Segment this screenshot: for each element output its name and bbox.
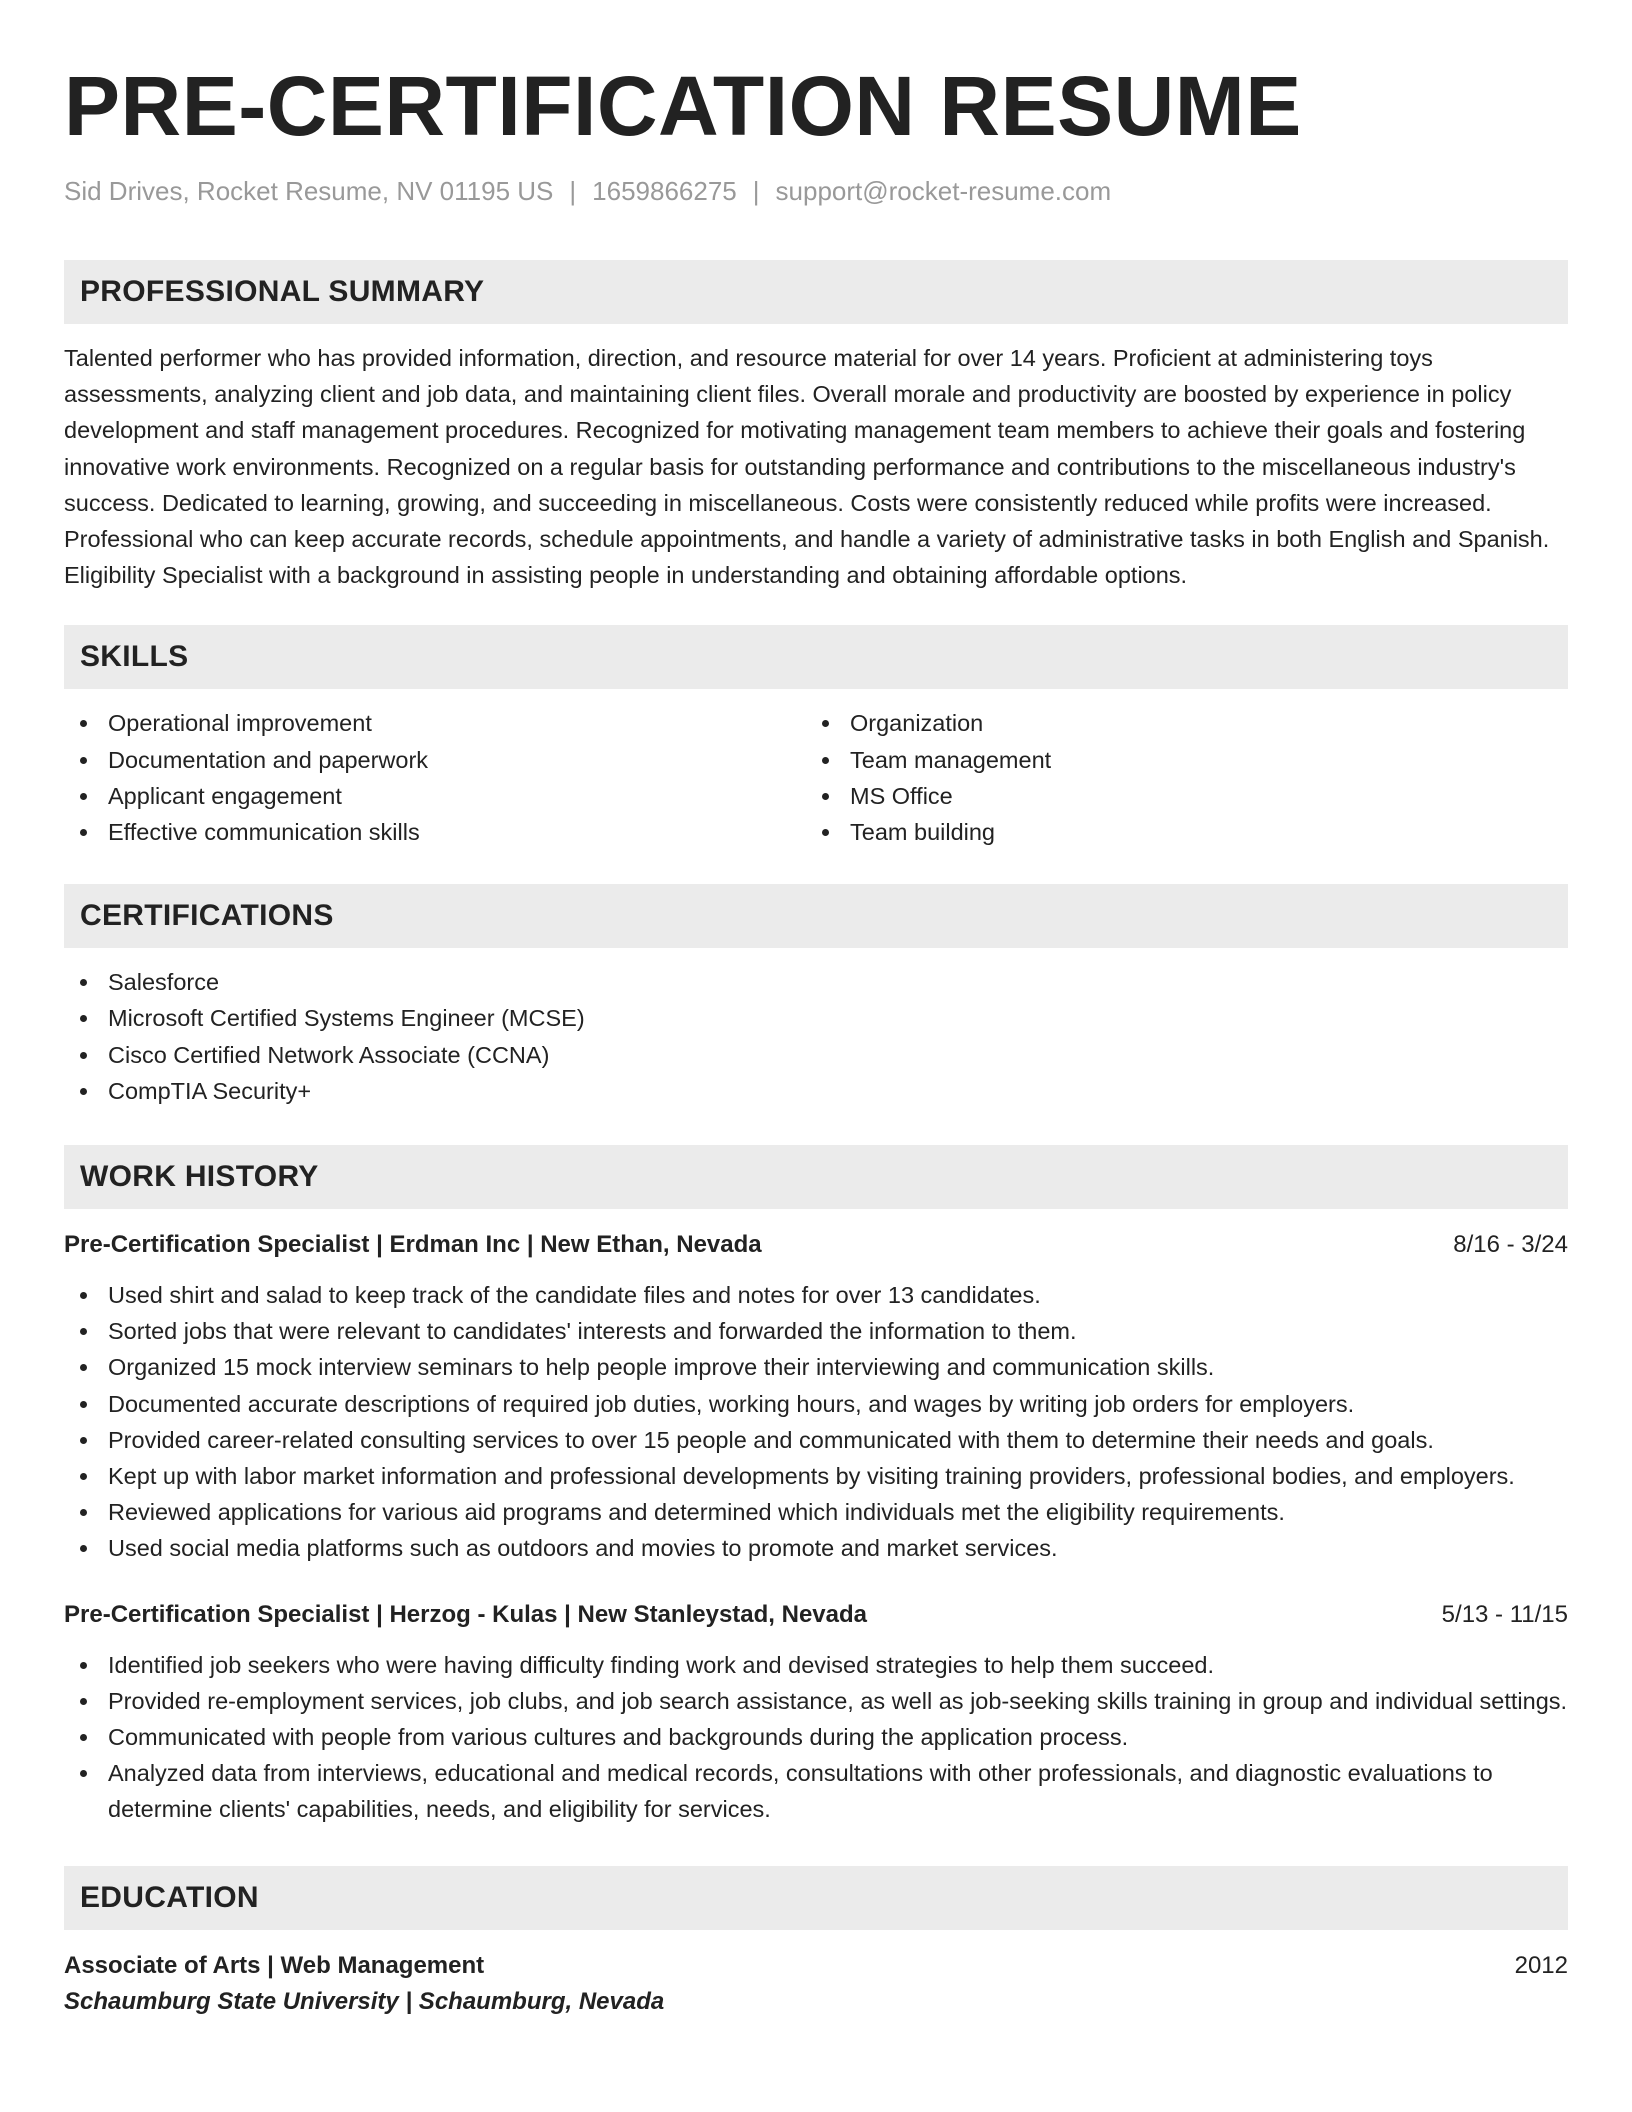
contact-separator: | xyxy=(569,176,577,206)
certification-item: Salesforce xyxy=(64,964,1568,1000)
education-degree: Associate of Arts | Web Management xyxy=(64,1951,485,1979)
certifications-section-header xyxy=(64,884,1568,948)
job-bullet: Provided re-employment services, job clubs, and job search assistance, as well as job-seeking skills training in group and individual settings. xyxy=(64,1683,1568,1719)
work-section-header xyxy=(64,1145,1568,1209)
skill-item: MS Office xyxy=(806,778,1548,814)
job-bullet-list xyxy=(64,1647,1568,1828)
job-bullet: Sorted jobs that were relevant to candidates' interests and forwarded the information to them. xyxy=(64,1313,1568,1349)
contact-line xyxy=(64,174,1568,208)
job-bullet: Communicated with people from various cultures and backgrounds during the application process. xyxy=(64,1719,1568,1755)
summary-section-header xyxy=(64,260,1568,324)
job-bullet-list xyxy=(64,1277,1568,1567)
certification-item: CompTIA Security+ xyxy=(64,1073,1568,1109)
job-bullet: Used social media platforms such as outdoors and movies to promote and market services. xyxy=(64,1530,1568,1566)
education-header xyxy=(64,1948,1568,1984)
summary-text: Talented performer who has provided information, direction, and resource material for over 14 years. Proficient at administering toys assessments, analyzing client and job data, and maintaining client files. Overall morale and productivity are boosted by experience in policy development and staff management procedures. Recognized for motivating management team members to achieve their goals and fostering innovative work environments. Recognized on a regular basis for outstanding performance and contributions to the miscellaneous industry's success. Dedicated to learning, growing, and succeeding in miscellaneous. Costs were consistently reduced while profits were increased. Professional who can keep accurate records, schedule appointments, and handle a variety of administrative tasks in both English and Spanish. Eligibility Specialist with a background in assisting people in understanding and obtaining affordable options. xyxy=(64,345,1550,589)
skill-item: Organization xyxy=(806,705,1548,741)
contact-phone: 1659866275 xyxy=(592,176,737,206)
job-header xyxy=(64,1597,1568,1633)
job-bullet: Used shirt and salad to keep track of the candidate files and notes for over 13 candidates. xyxy=(64,1277,1568,1313)
contact-email: support@rocket-resume.com xyxy=(775,176,1112,206)
education-heading: EDUCATION xyxy=(80,1880,259,1914)
certifications-heading: CERTIFICATIONS xyxy=(80,899,334,933)
contact-separator: | xyxy=(752,176,760,206)
job-title: Pre-Certification Specialist | Herzog - Kulas | New Stanleystad, Nevada xyxy=(64,1600,868,1628)
work-heading: WORK HISTORY xyxy=(80,1160,319,1194)
skill-item: Operational improvement xyxy=(64,705,806,741)
skills-section-header xyxy=(64,625,1568,689)
certification-item: Cisco Certified Network Associate (CCNA) xyxy=(64,1037,1568,1073)
skill-item: Documentation and paperwork xyxy=(64,742,806,778)
certifications-list xyxy=(64,964,1568,1109)
job-title: Pre-Certification Specialist | Erdman Inc | New Ethan, Nevada xyxy=(64,1231,762,1259)
job-bullet: Analyzed data from interviews, educational and medical records, consultations with other professionals, and diagnostic evaluations to determine clients' capabilities, needs, and eligibility for services. xyxy=(64,1755,1568,1827)
certification-item: Microsoft Certified Systems Engineer (MCSE) xyxy=(64,1000,1568,1036)
job-entry xyxy=(64,1227,1568,1567)
job-entry xyxy=(64,1597,1568,1828)
job-dates: 8/16 - 3/24 xyxy=(1453,1231,1568,1259)
education-section-header xyxy=(64,1866,1568,1930)
education-year: 2012 xyxy=(1514,1951,1568,1979)
job-bullet: Identified job seekers who were having difficulty finding work and devised strategies to help them succeed. xyxy=(64,1647,1568,1683)
skills-heading: SKILLS xyxy=(80,640,189,674)
job-bullet: Provided career-related consulting services to over 15 people and communicated with them to determine their needs and goals. xyxy=(64,1422,1568,1458)
skill-item: Applicant engagement xyxy=(64,778,806,814)
skill-item: Effective communication skills xyxy=(64,814,806,850)
skill-item: Team building xyxy=(806,814,1548,850)
job-dates: 5/13 - 11/15 xyxy=(1441,1600,1568,1628)
contact-address: Sid Drives, Rocket Resume, NV 01195 US xyxy=(64,176,554,206)
job-bullet: Reviewed applications for various aid programs and determined which individuals met the eligibility requirements. xyxy=(64,1494,1568,1530)
job-header xyxy=(64,1227,1568,1263)
job-bullet: Organized 15 mock interview seminars to help people improve their interviewing and communication skills. xyxy=(64,1349,1568,1385)
job-bullet: Documented accurate descriptions of required job duties, working hours, and wages by writing job orders for employers. xyxy=(64,1386,1568,1422)
resume-page xyxy=(64,0,1568,2020)
skills-list-left xyxy=(64,705,806,850)
summary-heading: PROFESSIONAL SUMMARY xyxy=(80,275,485,308)
skills-list-right xyxy=(806,705,1548,850)
job-bullet: Kept up with labor market information and professional developments by visiting training providers, professional bodies, and employers. xyxy=(64,1458,1568,1494)
resume-title: PRE-CERTIFICATION RESUME xyxy=(64,59,1302,153)
skills-grid xyxy=(64,705,1568,850)
education-school: Schaumburg State University | Schaumburg, Nevada xyxy=(64,1987,665,2015)
skill-item: Team management xyxy=(806,742,1548,778)
